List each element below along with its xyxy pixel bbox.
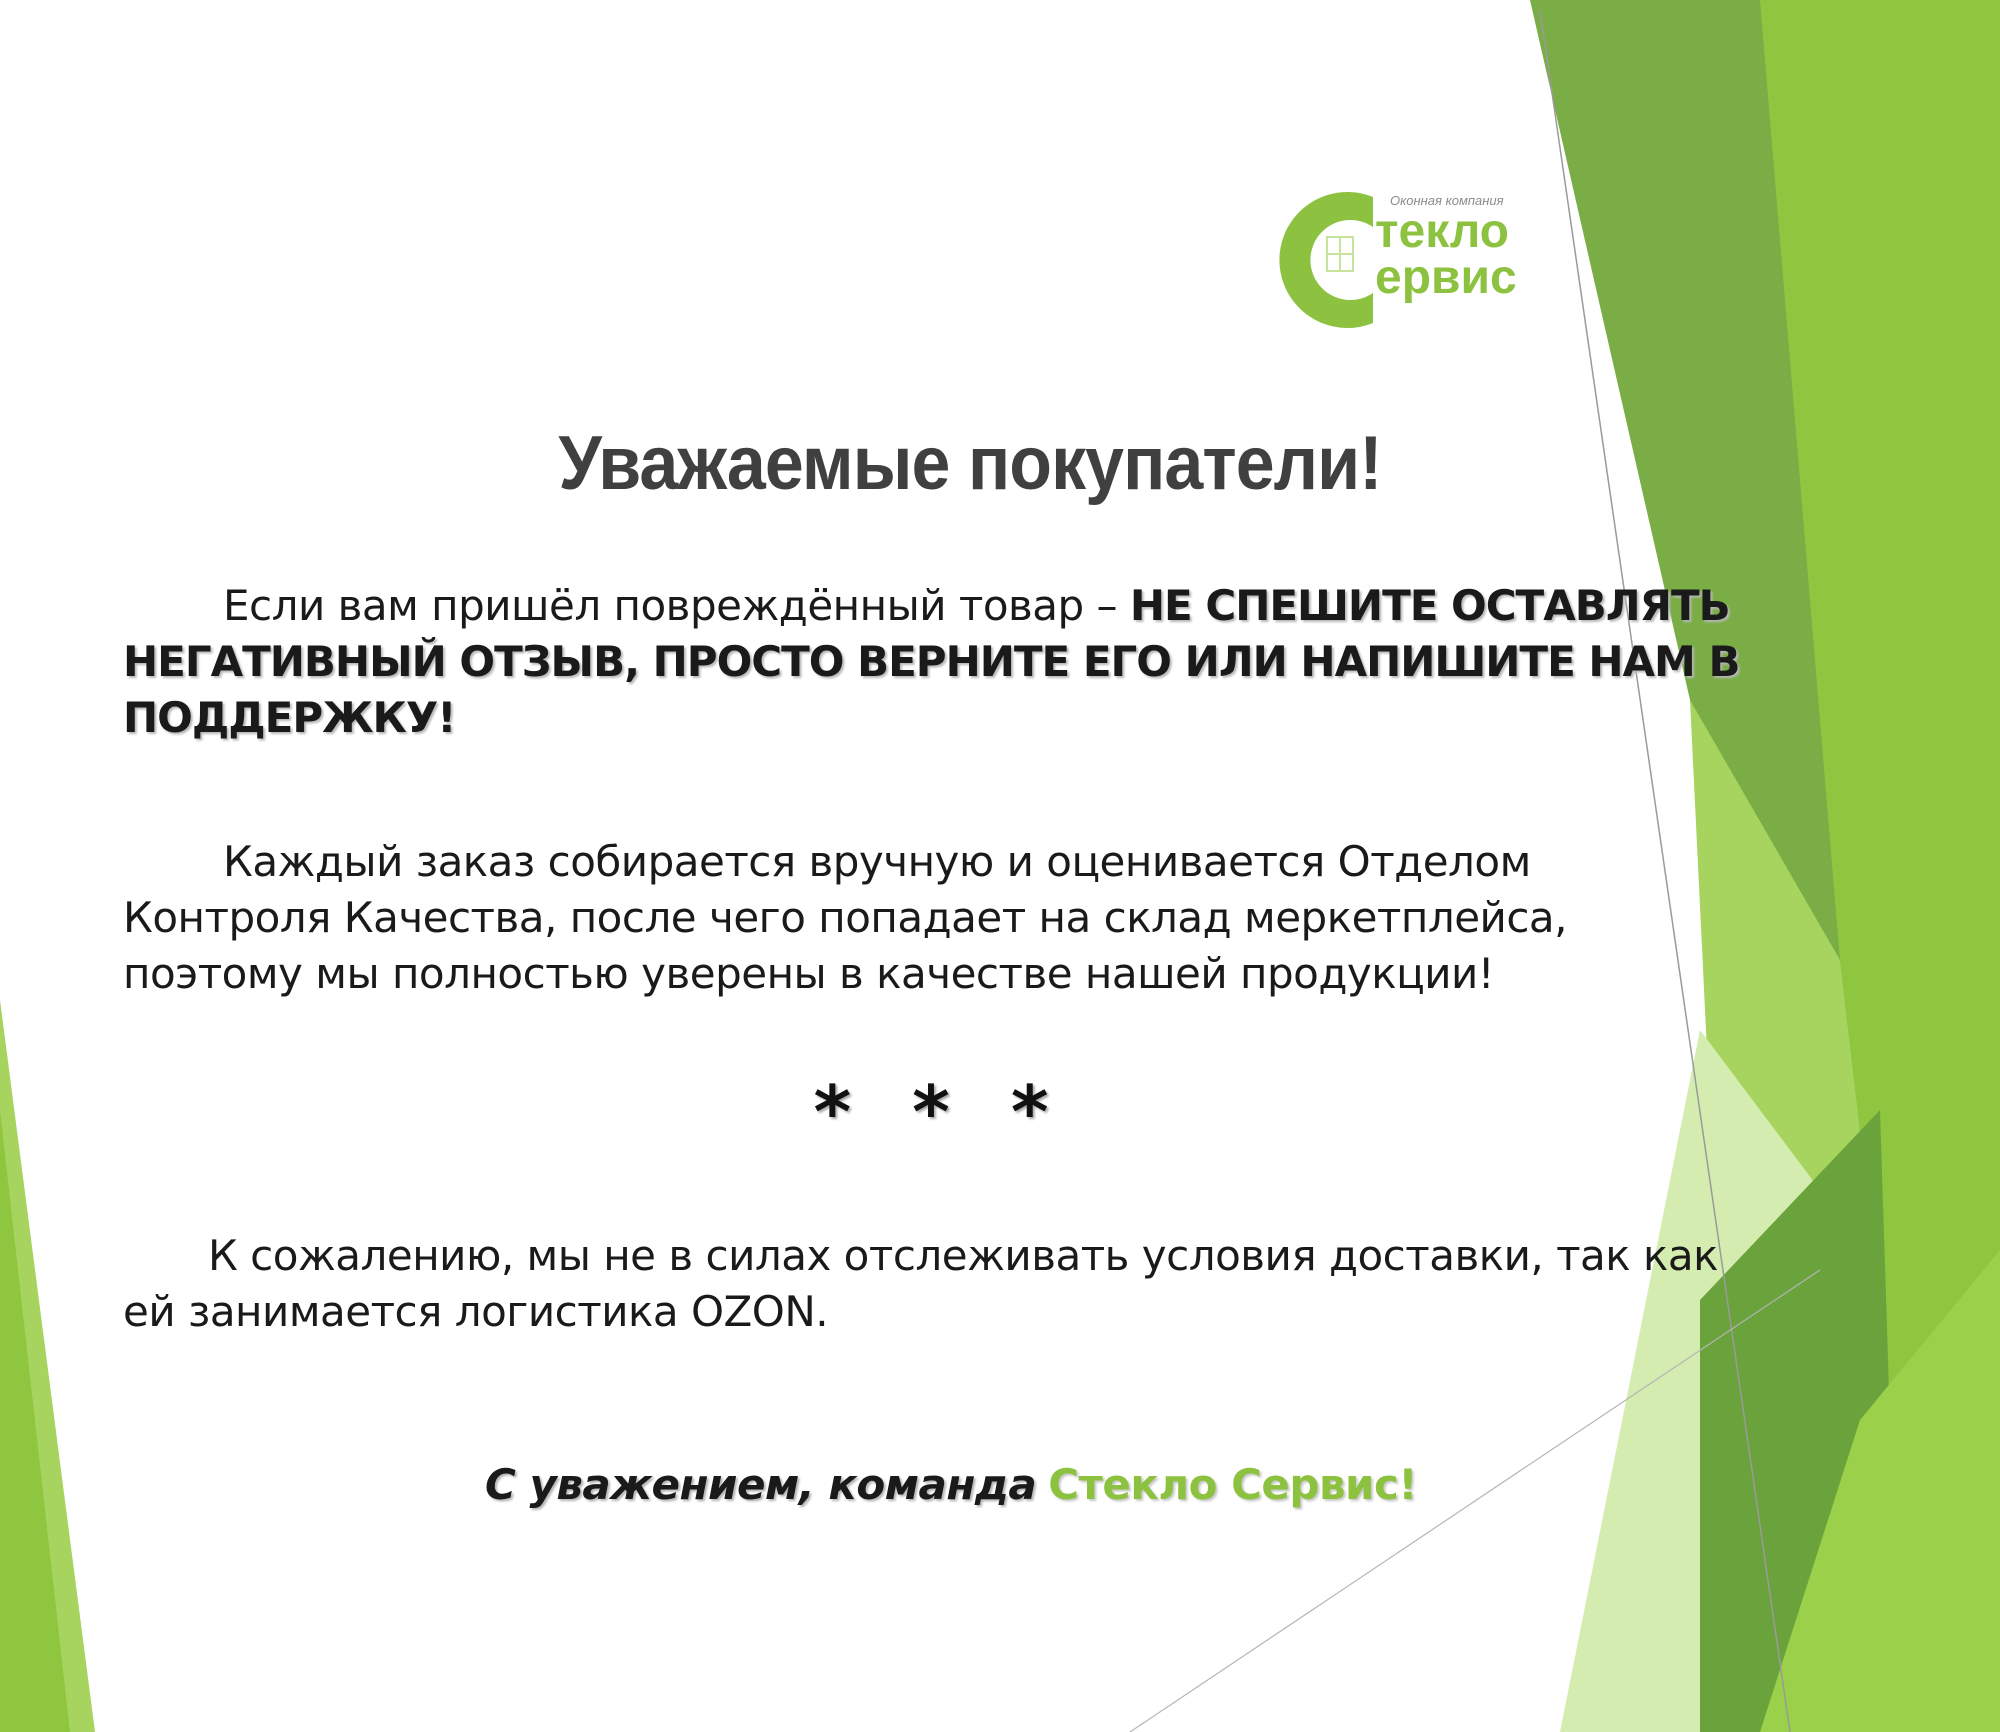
paragraph-delivery — [123, 1228, 1743, 1340]
svg-text:текло: текло — [1375, 205, 1509, 258]
svg-text:ервис: ервис — [1375, 251, 1517, 304]
signature-text: С уважением, команда — [485, 1460, 1037, 1509]
signature — [485, 1460, 1485, 1509]
paragraph-quality-control — [123, 834, 1743, 1002]
paragraph-damaged-goods-text: Если вам пришёл повреждённый товар – — [223, 581, 1130, 630]
company-logo — [1255, 175, 1565, 335]
svg-text:Оконная компания: Оконная компания — [1390, 193, 1504, 208]
signature-brand: Стекло Сервис! — [1048, 1460, 1418, 1509]
separator-stars: * * * — [813, 1070, 1067, 1154]
paragraph-damaged-goods — [123, 578, 1743, 746]
paragraph-quality-control-text: Каждый заказ собирается вручную и оценивается Отделом Контроля Качества, после чего попадает на склад меркетплейса, поэтому мы полностью уверены в качестве нашей продукции! — [123, 837, 1568, 998]
paragraph-damaged-goods-emphasis: НЕ СПЕШИТЕ ОСТАВЛЯТЬ НЕГАТИВНЫЙ ОТЗЫВ, ПРОСТО ВЕРНИТЕ ЕГО ИЛИ НАПИШИТЕ НАМ В ПОДДЕРЖКУ! — [123, 581, 1740, 742]
page-title: Уважаемые покупатели! — [558, 421, 1382, 506]
paragraph-delivery-text: К сожалению, мы не в силах отслеживать условия доставки, так как ей занимается логистика OZON. — [123, 1231, 1718, 1336]
